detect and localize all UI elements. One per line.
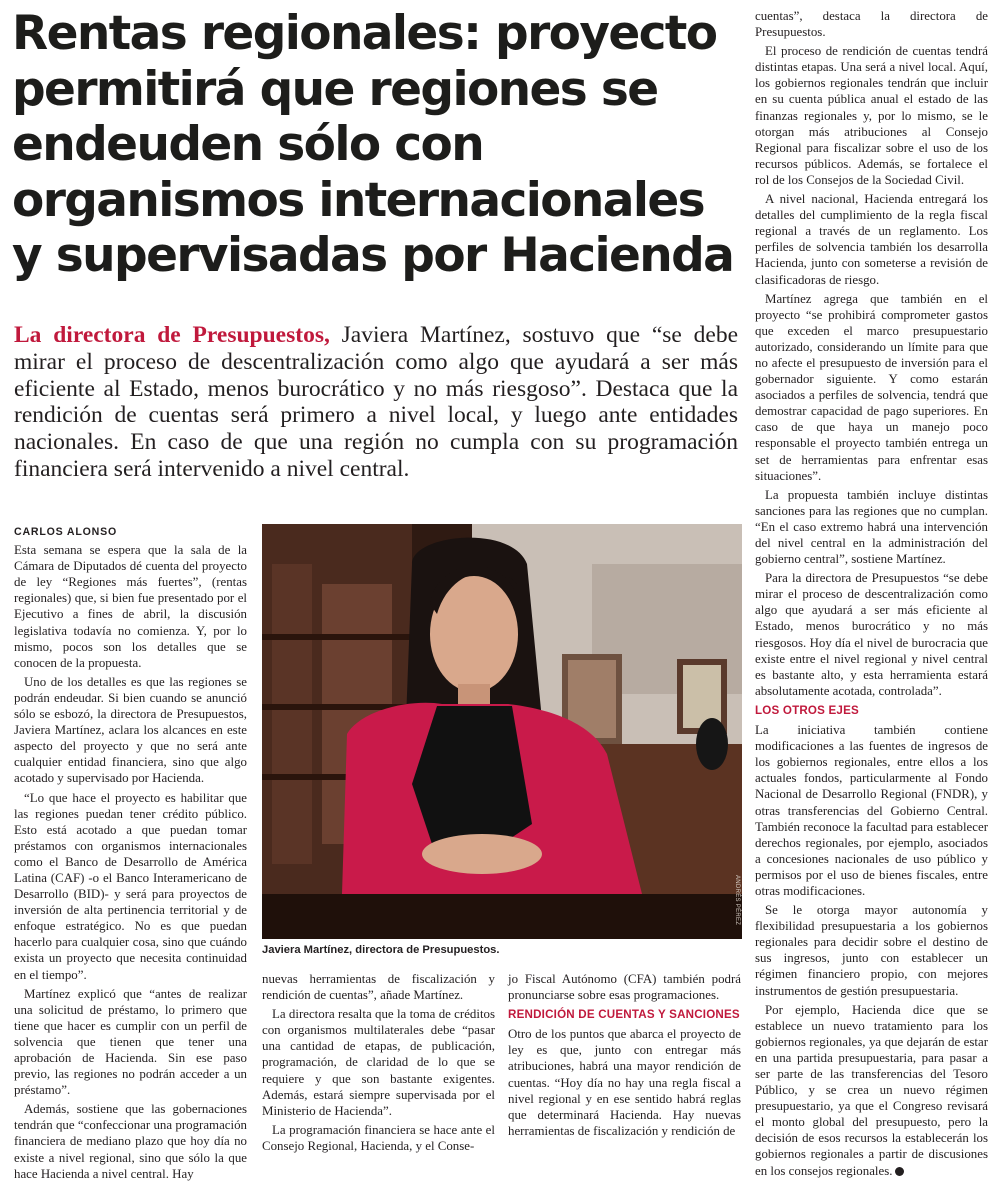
article-column-3 [508, 971, 741, 1142]
section-subhead: RENDICIÓN DE CUENTAS Y SANCIONES [508, 1008, 740, 1022]
paragraph [755, 1002, 988, 1179]
portrait-photo [262, 524, 742, 939]
paragraph: Esta semana se espera que la sala de la Cámara de Diputados dé cuenta del proyecto de ley “Regiones más fuertes”, (rentas regionales) que, si bien fue presentado por el Ejecutivo a fines de abril, la discusión legislativa todavía no comienza. Y, por lo mismo, pocos son los detalles que se conocen de la propuesta. [14, 543, 247, 670]
paragraph: El proceso de rendición de cuentas tendrá distintas etapas. Una será a nivel local. Aquí, los gobiernos regionales tendrán que incluir en su cuenta pública anual el estado de las finanzas regionales y, por lo mismo, se le otorgan más atribuciones al Consejo Regional para fiscalizar sobre el uso de los recursos públicos. Además, se fortalece el rol de los Consejos de la Sociedad Civil. [755, 44, 988, 187]
photo-caption: Javiera Martínez, directora de Presupuestos. [262, 944, 500, 956]
article-column-4 [755, 8, 988, 1182]
article-column-2 [262, 971, 495, 1157]
paragraph: La iniciativa también contiene modificaciones a las fuentes de ingresos de los gobiernos regionales, entre ellos a los actuales fondos, particularmente al Fondo Nacional de Desarrollo Regional (FNDR), y otras transferencias del Gobierno Central. También reconoce la facultad para establecer derechos regionales, por ejemplo, asociados a concesiones nacionales de uso público y permisos por el uso de bienes fiscales, entre otras modificaciones. [755, 723, 988, 898]
byline: CARLOS ALONSO [14, 526, 117, 538]
paragraph: Se le otorga mayor autonomía y flexibilidad presupuestaria a los gobiernos regionales para decidir sobre el destino de sus ingresos, junto con establecer un régimen financiero propio, con mejores instrumentos de gestión presupuestaria. [755, 903, 988, 998]
article-column-1 [14, 524, 247, 1185]
paragraph-text: Por ejemplo, Hacienda dice que se establece un nuevo tratamiento para los gobiernos regionales, ya que dejarán de estar en una partida presupuestaria, para pasar a ser parte de las transferencias del Tesoro Público, y se crea un nuevo régimen presupuestario, ya que el Congreso revisará el monto global del presupuesto, pero la decisión de esos recursos la establecerán los gobiernos regionales a partir de discusiones en los consejos regionales. [755, 1002, 988, 1178]
paragraph: Además, sostiene que las gobernaciones tendrán que “confeccionar una programación financiera de mediano plazo que hoy día no existe a nivel regional, sino que sólo la que hace Hacienda a nivel central. Hay [14, 1102, 247, 1181]
paragraph: A nivel nacional, Hacienda entregará los detalles del cumplimiento de la regla fiscal regional a través de un reglamento. Los perfiles de solvencia también los desarrolla Hacienda, junto con someterse a revisión de clasificadoras de riesgo. [755, 192, 988, 287]
paragraph: Otro de los puntos que abarca el proyecto de ley es que, junto con entregar más atribuciones, habrá una mayor rendición de cuentas. “Hoy día no hay una regla fiscal a nivel regional y en ese sentido habrá reglas que determinará Hacienda. Hay nuevas herramientas de fiscalización y rendición de [508, 1027, 741, 1138]
paragraph: La programación financiera se hace ante el Consejo Regional, Hacienda, y el Conse- [262, 1122, 495, 1153]
paragraph: La directora resalta que la toma de créditos con organismos multilaterales debe “pasar una cantidad de etapas, de publicación, programación, de claridad de lo que se requiere y que son bastante exigentes. Además, estará siempre supervisada por el Ministerio de Hacienda”. [262, 1007, 495, 1118]
paragraph: La propuesta también incluye distintas sanciones para las regiones que no cumplan. “En el caso extremo habrá una intervención del nivel central en la administración del gobierno central”, sostiene Martínez. [755, 487, 988, 567]
paragraph: jo Fiscal Autónomo (CFA) también podrá pronunciarse sobre esas programaciones. [508, 972, 741, 1003]
deck-lead: La directora de Presupuestos, [14, 322, 330, 348]
photo-figure [262, 524, 742, 956]
photo-credit: ANDRÉS PÉREZ [734, 874, 740, 925]
portrait-illustration [262, 524, 742, 939]
paragraph: “Lo que hace el proyecto es habilitar que las regiones puedan tener crédito público. Esto está acotado a que puedan tomar préstamos con organismos internacionales como el Banco de Desarrollo de América Latina (CAF) -o el Banco Interamericano de Desarrollo (BID)- y será para proyectos de inversión de alta pertinencia territorial y de enfoque estratégico. No es que puedan hacerlo para cualquier cosa, sino que cuándo exista un proyecto que necesita continuidad en el tiempo”. [14, 790, 247, 982]
section-subhead: LOS OTROS EJES [755, 703, 859, 717]
paragraph: Martínez agrega que también en el proyecto “se prohibirá comprometer gastos que exceden el marco presupuestario autorizado, considerando un límite para que no afecte el presupuesto de inversión para el gobernador siguiente. Y como estarán asociados a perfiles de solvencia, tendrá que demostrar capacidad de pago superiores. En caso de que haya un manejo poco responsable el proyecto también entrega un set de herramientas para enfrentar esas situaciones”. [755, 291, 988, 483]
deck-body: Javiera Martínez, sostuvo que “se debe mirar el proceso de descentralización como algo que ayudará a ser más eficiente al Estado, menos burocrático y no más riesgoso”. Destaca que la rendición de cuentas será primero a nivel local, y luego ante entidades nacionales. En caso de que una región no cumpla con su programación financiera será intervenido a nivel central. [14, 322, 738, 482]
paragraph: Para la directora de Presupuestos “se debe mirar el proceso de descentralización como algo que ayudará a ser más eficiente al Estado, menos burocrático y no más riesgosos. Hoy día el nivel de burocracia que existe entre el nivel regional y nivel central es bastante alto, y esta herramienta estará absolutamente acotada, controlada”. [755, 571, 988, 698]
paragraph: Uno de los detalles es que las regiones se podrán endeudar. Si bien cuando se anunció sólo se esbozó, la directora de Presupuestos, Javiera Martínez, aclara los alcances en este aspecto del proyecto y que no será ante cualquier entidad financiera, sino que algo acotado y supervisado por Hacienda. [14, 674, 247, 786]
deck-summary [14, 322, 738, 483]
paragraph: nuevas herramientas de fiscalización y rendición de cuentas”, añade Martínez. [262, 972, 495, 1003]
headline: Rentas regionales: proyecto permitirá que regiones se endeuden sólo con organismos internacionales y supervisadas por Hacienda [12, 6, 734, 283]
paragraph: cuentas”, destaca la directora de Presupuestos. [755, 9, 988, 40]
end-of-article-icon [895, 1167, 904, 1176]
paragraph: Martínez explicó que “antes de realizar una solicitud de préstamo, lo primero que tiene que hacer es cumplir con un perfil de solvencia que tienen que tener una aprobación de Hacienda. Sin ese paso previo, las regiones no podrán acceder a un préstamo”. [14, 986, 247, 1098]
